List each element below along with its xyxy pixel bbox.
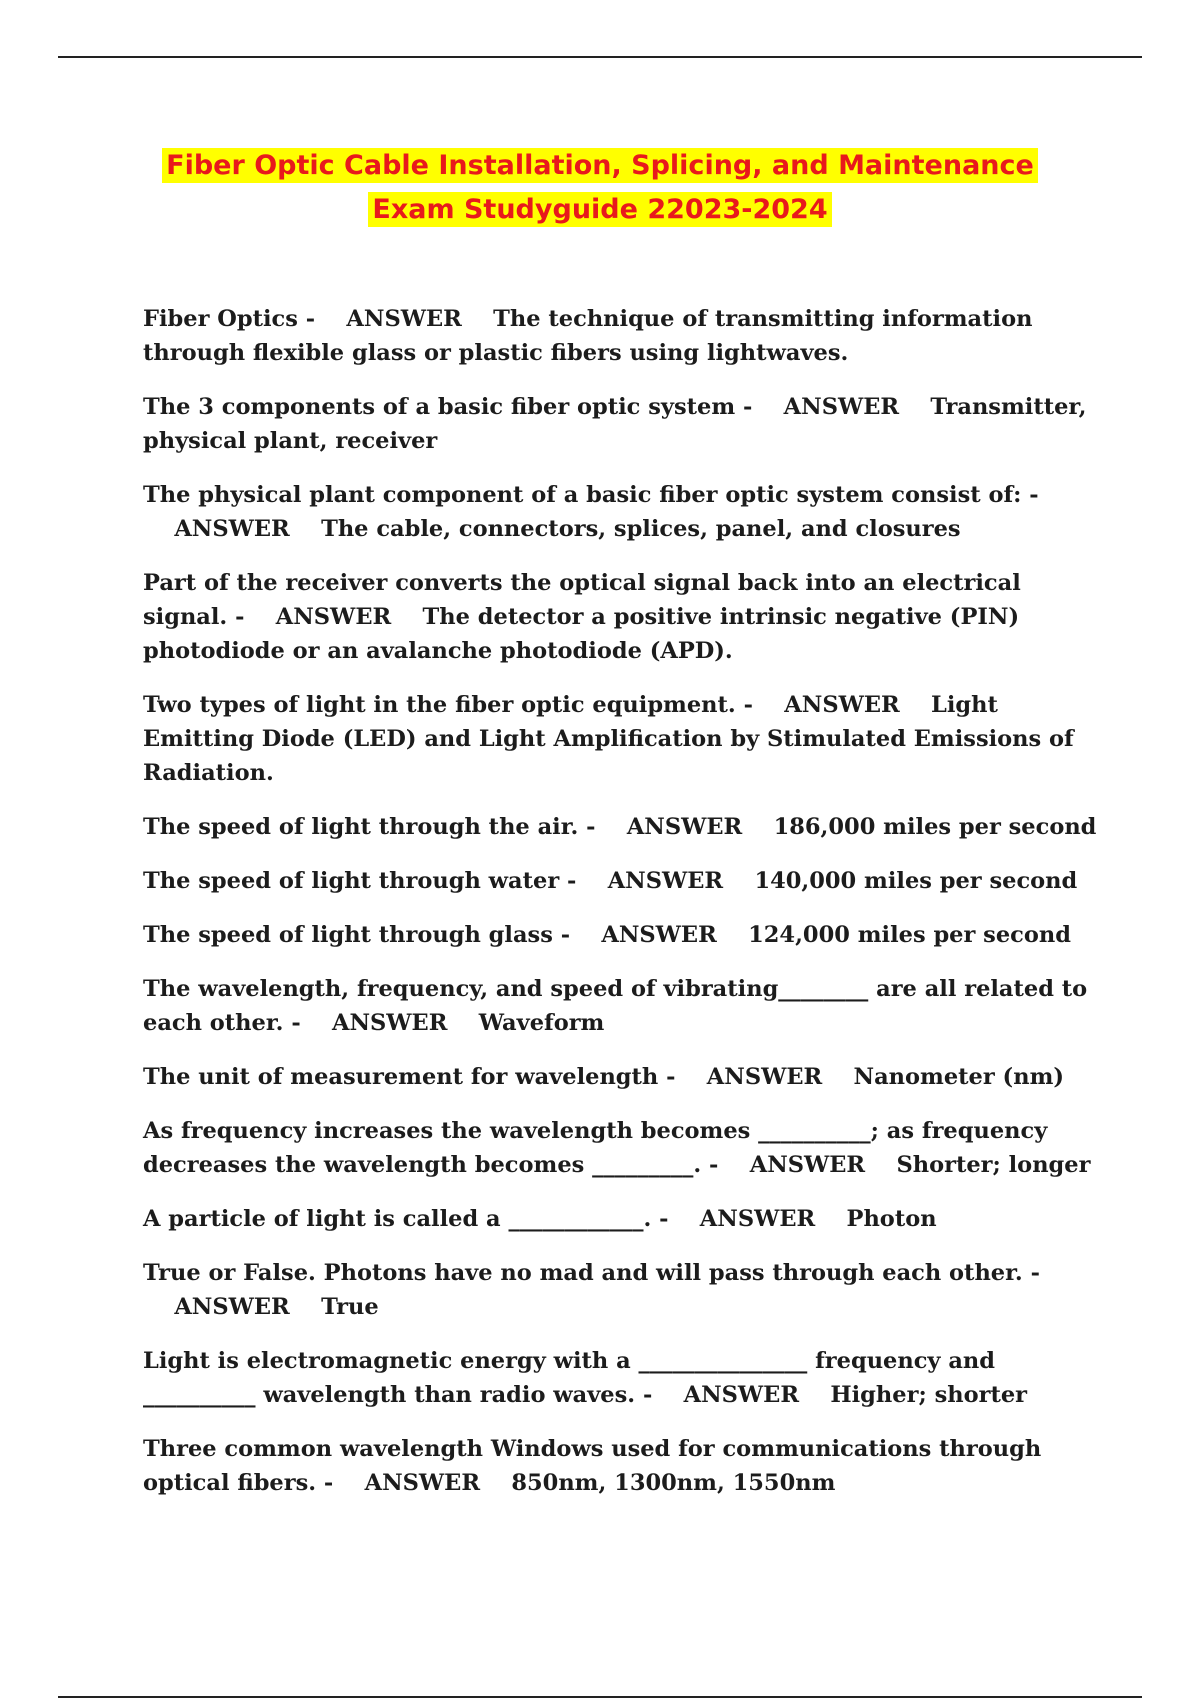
qa-item [143,1344,1103,1412]
qa-item [143,1060,1103,1094]
bottom-divider [58,1696,1142,1698]
answer-text: Light Emitting Diode (LED) and Light Amplification by Stimulated Emissions of Radiation. [143,692,1074,786]
answer-text: 140,000 miles per second [754,868,1078,894]
question-text: As frequency increases the wavelength becomes __________; as frequency decreases the wavelength becomes _________. - [143,1118,1048,1178]
qa-item [143,864,1103,898]
answer-text: Photon [846,1206,937,1232]
question-text: The 3 components of a basic fiber optic system - [143,394,753,420]
answer-text: Shorter; longer [896,1152,1091,1178]
title-line-2: Exam Studyguide 22023-2024 [368,192,831,227]
answer-label: ANSWER [749,1152,866,1178]
question-text: The unit of measurement for wavelength - [143,1064,676,1090]
answer-text: The technique of transmitting information through flexible glass or plastic fibers using lightwaves. [143,306,1033,366]
qa-item [143,566,1103,668]
answer-label: ANSWER [332,1010,448,1036]
qa-item [143,478,1103,546]
answer-text: Higher; shorter [830,1382,1028,1408]
question-text: The physical plant component of a basic fiber optic system consist of: - [143,482,1039,508]
answer-label: ANSWER [706,1064,823,1090]
qa-item [143,302,1103,370]
question-text: The speed of light through glass - [143,922,571,948]
answer-label: ANSWER [783,394,900,420]
answer-label: ANSWER [174,1294,290,1320]
question-text: Fiber Optics - [143,306,316,332]
question-text: The wavelength, frequency, and speed of vibrating________ are all related to each other. - [143,976,1088,1036]
qa-item [143,1432,1103,1500]
answer-label: ANSWER [601,922,717,948]
title-line-1: Fiber Optic Cable Installation, Splicing, and Maintenance [162,148,1038,183]
document-title [0,144,1200,232]
qa-item [143,918,1103,952]
answer-label: ANSWER [275,604,392,630]
question-text: The speed of light through water - [143,868,577,894]
answer-text: True [321,1294,379,1320]
answer-label: ANSWER [784,692,900,718]
answer-label: ANSWER [174,516,290,542]
answer-label: ANSWER [346,306,462,332]
answer-text: The detector a positive intrinsic negative (PIN) photodiode or an avalanche photodiode (APD). [143,604,1020,664]
question-text: The speed of light through the air. - [143,814,596,840]
answer-text: 124,000 miles per second [748,922,1071,948]
answer-text: 850nm, 1300nm, 1550nm [511,1470,836,1496]
question-text: Part of the receiver converts the optical signal back into an electrical signal. - [143,570,1021,630]
answer-label: ANSWER [364,1470,481,1496]
question-text: Three common wavelength Windows used for communications through optical fibers. - [143,1436,1042,1496]
qa-item [143,1202,1103,1236]
answer-text: Waveform [478,1010,605,1036]
answer-text: 186,000 miles per second [773,814,1097,840]
qa-item [143,810,1103,844]
qa-item [143,972,1103,1040]
qa-item [143,1114,1103,1182]
answer-label: ANSWER [607,868,724,894]
answer-label: ANSWER [683,1382,800,1408]
answer-text: Nanometer (nm) [853,1064,1065,1090]
answer-text: Transmitter, physical plant, receiver [143,394,1087,454]
qa-item [143,1256,1103,1324]
qa-item [143,688,1103,790]
answer-label: ANSWER [626,814,743,840]
question-text: True or False. Photons have no mad and will pass through each other. - [143,1260,1040,1286]
qa-item [143,390,1103,458]
question-text: Light is electromagnetic energy with a _______________ frequency and __________ wavelength than radio waves. - [143,1348,996,1408]
question-text: A particle of light is called a ____________. - [143,1206,669,1232]
answer-label: ANSWER [699,1206,816,1232]
top-divider [58,56,1142,58]
question-text: Two types of light in the fiber optic equipment. - [143,692,753,718]
answer-text: The cable, connectors, splices, panel, and closures [321,516,961,542]
qa-list [143,302,1103,1520]
